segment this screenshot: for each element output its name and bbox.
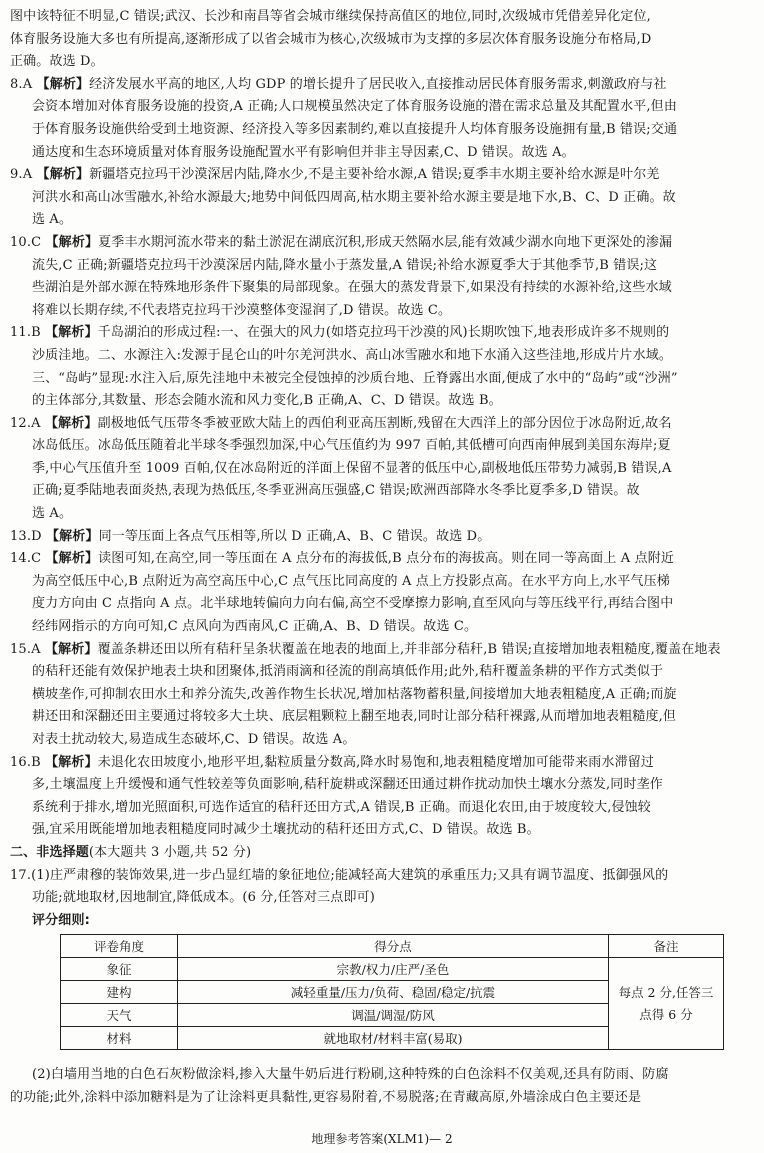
answer-line [10, 526, 758, 549]
answer-text: 会资本增加对体育服务设施的投资,A 正确;人口规模虽然决定了体育服务设施的潜在需求总量及其配置水平,但由 [32, 99, 677, 115]
table-cell: 就地取材/材料丰富(易取) [178, 1027, 609, 1050]
answer-text: 读图可知,在高空,同一等压面在 A 点分布的海拔低,B 点分布的海拔高。则在同一等高面上 A 点附近 [98, 551, 675, 567]
answer-text: 经纬网指示的方向可知,C 点风向为西南风,C 正确,A、B、D 错误。故选 C。 [32, 619, 478, 635]
page-footer: 地理参考答案(XLM1)— 2 [311, 1132, 453, 1146]
analysis-tag: 【解析】 [46, 528, 99, 544]
answer-text: 于体育服务设施供给受到土地资源、经济投入等多因素制约,难以直接提升人均体育服务设施拥有量,B 错误;交通 [32, 121, 678, 137]
table-cell: 建构 [61, 981, 178, 1004]
answer-number: 15.A [10, 641, 41, 657]
answer-line [10, 322, 758, 345]
answer-line [10, 661, 758, 684]
answer-text: 多,土壤温度上升缓慢和通气性较差等负面影响,秸秆旋耕或深翻还田通过耕作扰动加快土壤水分蒸发,同时垄作 [32, 777, 663, 793]
table-row [61, 958, 724, 981]
table-cell: 宗教/权力/庄严/圣色 [178, 958, 609, 981]
answer-text: 流失,C 正确;新疆塔克拉玛干沙漠深居内陆,降水量小于蒸发量,A 错误;补给水源夏季大于其他季节,B 错误;这 [32, 257, 658, 273]
table-cell: 天气 [61, 1004, 178, 1027]
scoring-rubric-table [60, 934, 724, 1050]
answer-line [10, 142, 758, 165]
rubric-note [609, 958, 724, 1050]
answer-text: 未退化农田坡度小,地形平坦,黏粒质量分数高,降水时易饱和,地表粗糙度增加可能带来雨水滞留过 [97, 754, 655, 770]
answer-line [10, 74, 758, 97]
answer-number: 16.B [10, 754, 41, 770]
answer-text: 为高空低压中心,B 点附近为高空高压中心,C 点气压比同高度的 A 点上方投影点高。在水平方向上,水平气压梯 [32, 573, 670, 589]
answer-line [10, 503, 758, 526]
answer-text: 耕还田和深翻还田主要通过将较多大土块、底层粗颗粒上翻至地表,同时让部分秸秆裸露,从而增加地表粗糙度,但 [32, 709, 677, 725]
section-title: 二、非选择题 [10, 844, 89, 860]
answer-text: 将难以长期存续,不代表塔克拉玛干沙漠整体变湿润了,D 错误。故选 C。 [32, 302, 452, 318]
answer-text: 季,中心气压值升至 1009 百帕,仅在冰岛附近的洋面上保留不显著的低压中心,副极地低压带势力减弱,B 错误,A [32, 460, 672, 476]
text-line: 体育服务设施大多也有所提高,逐渐形成了以省会城市为核心,次级城市为支撑的多层次体育服务设施分布格局,D [10, 31, 652, 47]
answer-line [10, 819, 758, 842]
answer-text: 度力方向由 C 点指向 A 点。北半球地转偏向力向右偏,高空不受摩擦力影响,直至风向与等压线平行,再结合图中 [32, 596, 674, 612]
answer-line [10, 480, 758, 503]
q17-part2 [10, 1064, 758, 1109]
section-heading [10, 842, 758, 865]
page-content [10, 6, 758, 932]
answer-text: 副极地低气压带冬季被亚欧大陆上的西伯利亚高压割断,残留在大西洋上的部分因位于冰岛附近,故名 [97, 415, 672, 431]
answer-line [10, 752, 758, 775]
answer-line [10, 345, 758, 368]
answer-number: 12.A [10, 415, 41, 431]
analysis-tag: 【解析】 [45, 325, 98, 341]
table-header: 备注 [609, 935, 724, 958]
analysis-tag: 【解析】 [45, 551, 99, 567]
answer-text: 同一等压面上各点气压相等,所以 D 正确,A、B、C 错误。故选 D。 [98, 528, 491, 544]
answer-text: 经济发展水平高的地区,人均 GDP 的增长提升了居民收入,直接推动居民体育服务需求,刺激政府与社 [89, 76, 667, 92]
answer-text: 些湖泊是外部水源在特殊地形条件下聚集的局部现象。在强大的蒸发背景下,如果没有持续的水源补给,这些水域 [32, 280, 672, 296]
note-line: 每点 2 分,任答三 [618, 984, 714, 1000]
analysis-tag: 【解析】 [44, 641, 98, 657]
answer-text: 夏季丰水期河流水带来的黏土淤泥在湖底沉积,形成天然隔水层,能有效减少湖水向地下更深处的渗漏 [98, 234, 673, 250]
rubric-title: 评分细则: [32, 912, 90, 928]
text-line: 正确。故选 D。 [10, 54, 104, 70]
answer-line [10, 232, 758, 255]
answer-number: 14.C [10, 551, 42, 567]
answer-line [10, 706, 758, 729]
answers-list [10, 74, 758, 842]
answer-text: 对表土扰动较大,易造成生态破坏,C、D 错误。故选 A。 [32, 732, 356, 747]
answer-text: 千岛湖泊的形成过程:一、在强大的风力(如塔克拉玛干沙漠的风)长期吹蚀下,地表形成许多不规则的 [97, 325, 670, 341]
analysis-tag: 【解析】 [36, 167, 90, 183]
answer-text: 的秸秆还能有效保护地表土块和团聚体,抵消雨滴和径流的削高填低作用;此外,秸秆覆盖条耕的平作方式类似于 [32, 664, 664, 680]
answer-line [10, 96, 758, 119]
answer-line [10, 119, 758, 142]
answer-text: 的主体部分,其数量、形态会随水流和风力变化,B 正确,A、C、D 错误。故选 B。 [32, 393, 502, 409]
answer-line [10, 435, 758, 458]
answer-number: 11.B [10, 325, 41, 341]
answer-number: 10.C [10, 234, 42, 250]
answer-line [10, 413, 758, 436]
answer-line [10, 684, 758, 707]
table-header-row [61, 935, 724, 958]
analysis-tag: 【解析】 [45, 754, 98, 770]
note-line: 点得 6 分 [639, 1006, 693, 1022]
answer-text: 选 A。 [32, 212, 73, 228]
answer-text: 正确;夏季陆地表面炎热,表现为热低压,冬季亚洲高压强盛,C 错误;欧洲西部降水冬季比夏季多,D 错误。故 [32, 483, 640, 499]
answer-line [10, 458, 758, 481]
answer-number: 13.D [10, 528, 42, 544]
answer-text: 通达度和生态环境质量对体育服务设施配置水平有影响但并非主导因素,C、D 错误。故选 A。 [32, 144, 575, 160]
table-cell: 象征 [61, 958, 178, 981]
answer-line [10, 593, 758, 616]
answer-text: 沙质洼地。二、水源注入:发源于昆仑山的叶尔羌河洪水、高山冰雪融水和地下水涌入这些洼地,形成片片水域。 [32, 347, 673, 363]
answer-text: 横坡垄作,可抑制农田水土和养分流失,改善作物生长状况,增加枯落物蓄积量,间接增加大地表粗糙度,A 正确;而旋 [32, 686, 677, 702]
answer-line [10, 639, 758, 662]
analysis-tag: 【解析】 [36, 76, 90, 92]
q17-line: 功能;就地取材,因地制宜,降低成本。(6 分,任答对三点即可) [32, 890, 375, 906]
answer-text: 选 A。 [32, 506, 73, 522]
answer-line [10, 548, 758, 571]
answer-text: 强,宜采用既能增加地表粗糙度同时减少土壤扰动的秸秆还田方式,C、D 错误。故选 B。 [32, 822, 540, 838]
table-cell: 调温/调湿/防风 [178, 1004, 609, 1027]
answer-line [10, 277, 758, 300]
answer-text: 系统利于排水,增加光照面积,可选作适宜的秸秆还田方式,A 错误,B 正确。而退化农田,由于坡度较大,侵蚀较 [32, 799, 651, 815]
q17-part2-line: 的功能;此外,涂料中添加糖料是为了让涂料更具黏性,更容易附着,不易脱落;在青藏高原,外墙涂成白色主要还是 [10, 1089, 642, 1105]
answer-line [10, 368, 758, 391]
table-cell: 材料 [61, 1027, 178, 1050]
analysis-tag: 【解析】 [44, 415, 98, 431]
text-line: 图中该特征不明显,C 错误;武汉、长沙和南昌等省会城市继续保持高值区的地位,同时,次级城市凭借差异化定位, [10, 9, 651, 24]
table-header: 得分点 [178, 935, 609, 958]
section-subtitle: (本大题共 3 小题,共 52 分) [88, 844, 252, 860]
answer-line [10, 571, 758, 594]
answer-line [10, 729, 758, 752]
answer-line [10, 797, 758, 820]
answer-text: 河洪水和高山冰雪融水,补给水源最大;地势中间低四周高,枯水期主要补给水源主要是地下水,B、C、D 正确。故 [32, 189, 676, 205]
answer-line [10, 164, 758, 187]
table-header: 评卷角度 [61, 935, 178, 958]
answer-number: 9.A [10, 167, 33, 183]
answer-text: 三、“岛屿”显现:水注入后,原先洼地中未被完全侵蚀掉的沙质台地、丘脊露出水面,便成了水中的“岛屿”或“沙洲” [32, 370, 678, 386]
answer-text: 新疆塔克拉玛干沙漠深居内陆,降水少,不是主要补给水源,A 错误;夏季丰水期主要补给水源是叶尔羌 [89, 167, 660, 183]
answer-line [10, 616, 758, 639]
answer-line [10, 209, 758, 232]
answer-number: 8.A [10, 76, 33, 92]
answer-line [10, 774, 758, 797]
answer-text: 覆盖条耕还田以所有秸秆呈条状覆盖在地表的地面上,并非部分秸秆,B 错误;直接增加地表粗糙度,覆盖在地表 [97, 641, 721, 657]
table-cell: 减轻重量/压力/负荷、稳固/稳定/抗震 [178, 981, 609, 1004]
answer-text: 冰岛低压。冰岛低压随着北半球冬季强烈加深,中心气压值约为 997 百帕,其低槽可向西南伸展到美国东海岸;夏 [32, 438, 671, 454]
answer-line [10, 187, 758, 210]
q17-line: 17.(1)庄严肃穆的装饰效果,进一步凸显红墙的象征地位;能减轻高大建筑的承重压力;又具有调节温度、抵御强风的 [10, 867, 669, 883]
q17-part2-line: (2)白墙用当地的白色石灰粉做涂料,掺入大量牛奶后进行粉刷,这种特殊的白色涂料不仅美观,还具有防雨、防腐 [32, 1067, 669, 1082]
answer-line [10, 255, 758, 278]
answer-line [10, 390, 758, 413]
analysis-tag: 【解析】 [45, 234, 99, 250]
answer-line [10, 300, 758, 323]
